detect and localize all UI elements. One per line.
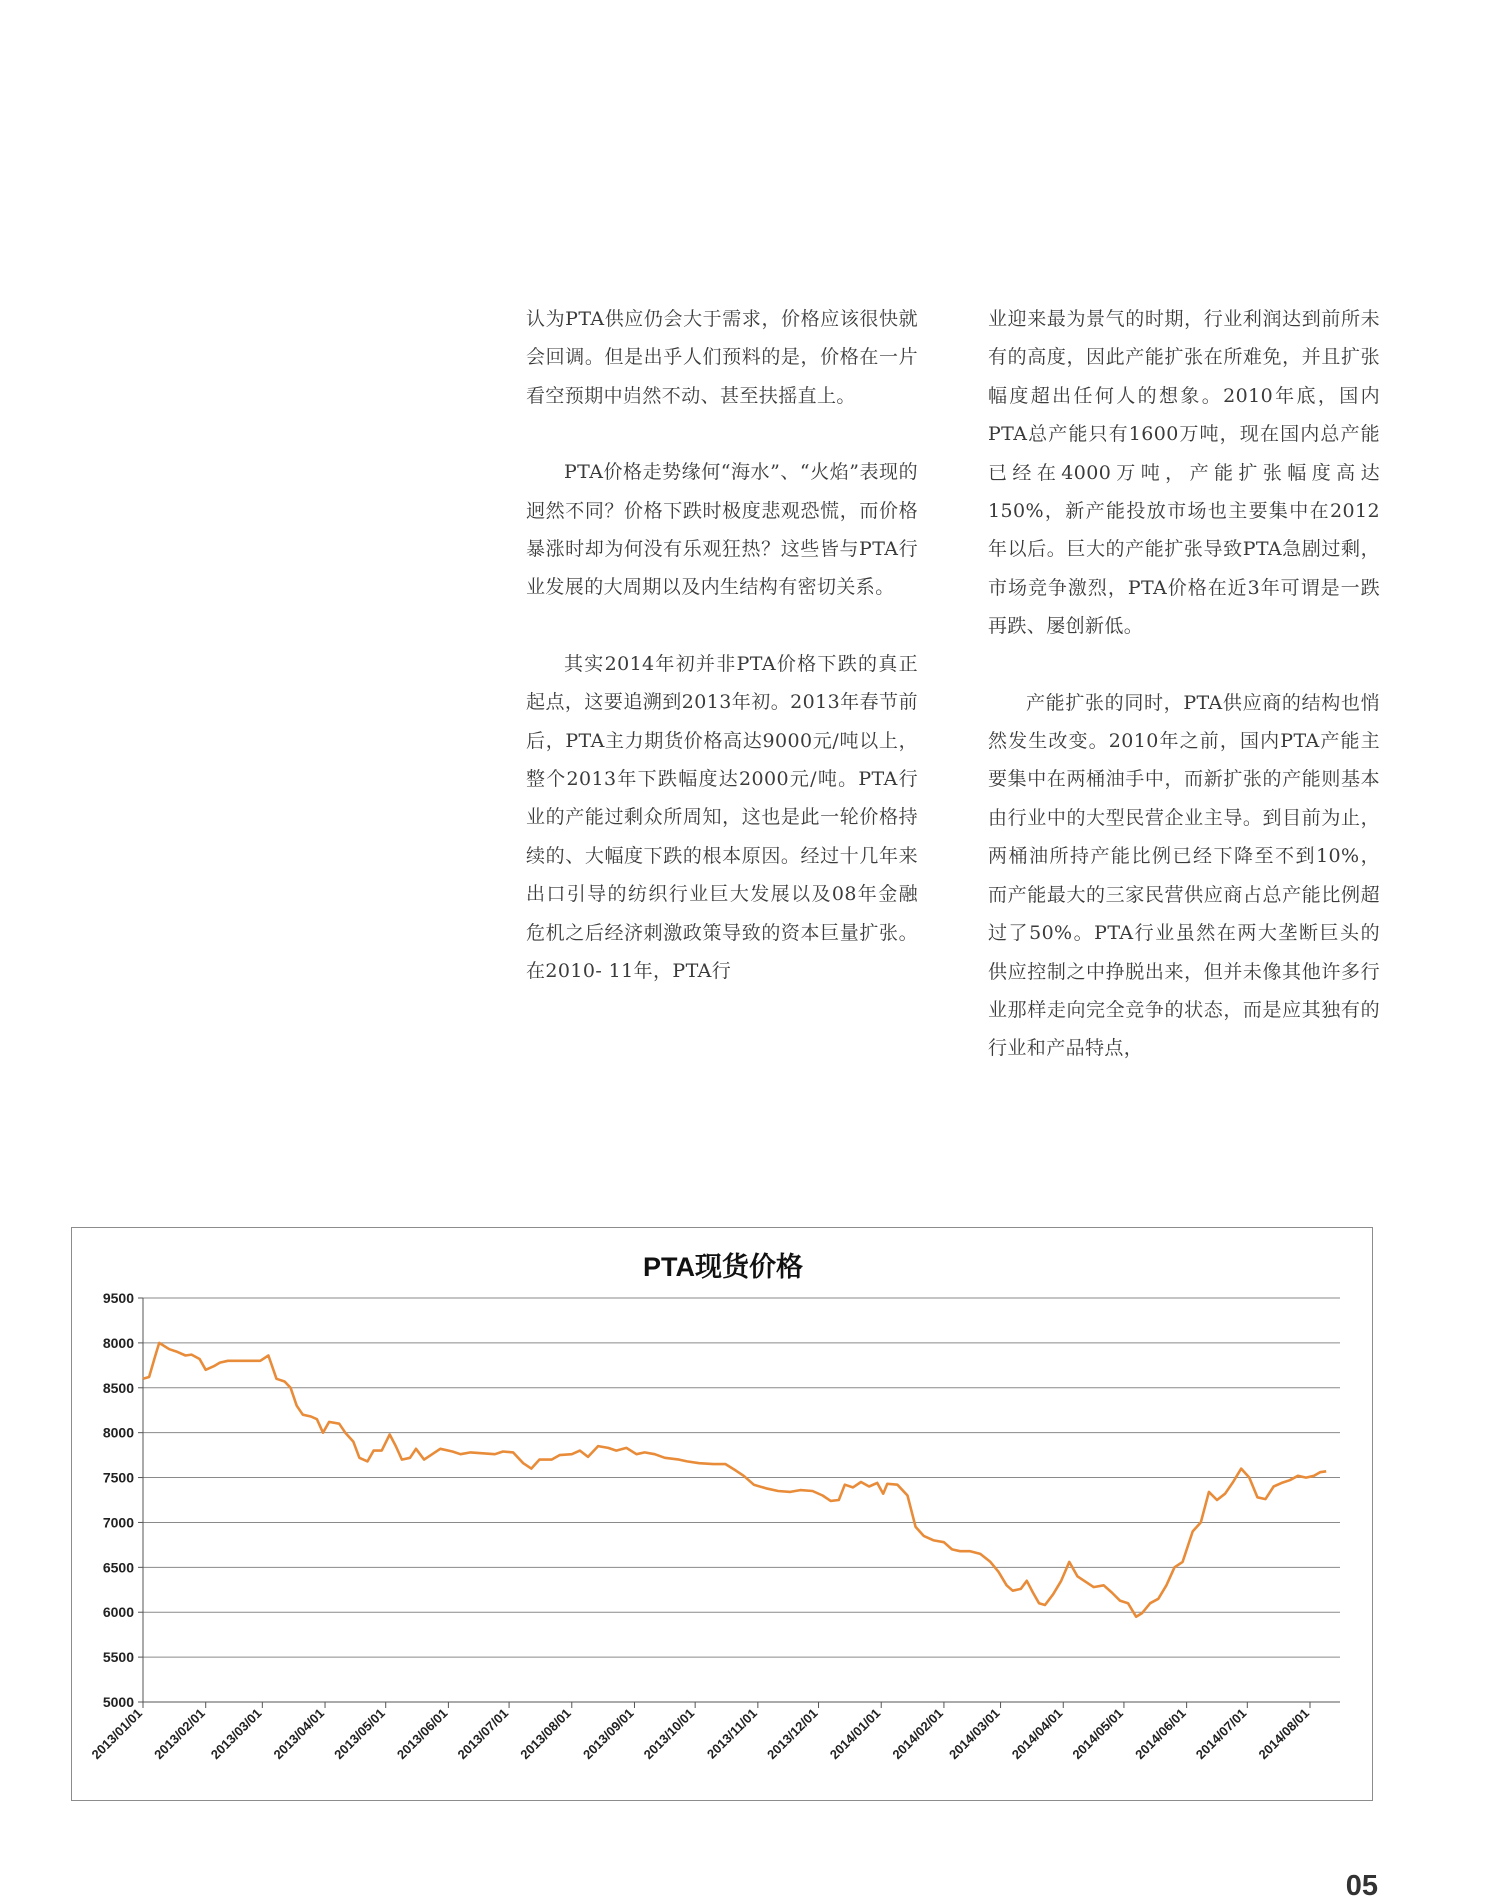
x-tick-label: 2013/12/01 [764,1705,821,1763]
x-tick-label: 2014/02/01 [889,1705,947,1763]
y-tick-label: 7000 [102,1514,134,1531]
x-tick-label: 2014/06/01 [1132,1705,1189,1763]
x-tick-label: 2014/04/01 [1008,1705,1066,1763]
chart-title: PTA现货价格 [643,1252,803,1282]
article-right-column [988,300,1380,1106]
x-tick-label: 2013/09/01 [579,1705,637,1763]
chart-gridlines [143,1298,1340,1702]
paragraph-1: 认为PTA供应仍会大于需求，价格应该很快就会回调。但是出乎人们预料的是，价格在一片看空预期中岿然不动、甚至扶摇直上。 [526,308,918,407]
y-tick-label: 5000 [102,1694,134,1710]
x-tick-label: 2013/06/01 [393,1705,451,1763]
y-tick-label: 8500 [102,1379,134,1396]
x-tick-label: 2014/05/01 [1069,1705,1127,1763]
x-tick-label: 2013/02/01 [151,1705,208,1763]
x-tick-label: 2013/10/01 [640,1705,698,1763]
x-tick-label: 2013/03/01 [207,1705,265,1763]
chart-series-lines [143,1343,1326,1617]
chart-canvas [72,1228,1374,1802]
article-left-column [526,300,918,1029]
pta-price-series-line [143,1343,1326,1617]
paragraph-3: 其实2014年初并非PTA价格下跌的真正起点，这要追溯到2013年初。2013年春节前后，PTA主力期货价格高达9000元/吨以上，整个2013年下跌幅度达2000元/吨。PTA行业的产能过剩众所周知，这也是此一轮价格持续的、大幅度下跌的根本原因。经过十几年来出口引导的纺织行业巨大发展以及08年金融危机之后经济刺激政策导致的资本巨量扩张。在2010- 11年，PTA行 [526,652,918,983]
x-axis-ticks [88,1702,1312,1762]
y-tick-label: 6500 [102,1559,134,1576]
y-tick-label: 8000 [102,1334,134,1351]
pta-price-chart [71,1227,1373,1801]
x-tick-label: 2014/01/01 [826,1705,884,1763]
x-tick-label: 2013/04/01 [270,1705,328,1763]
y-tick-label: 5500 [102,1649,134,1666]
y-tick-label: 6000 [102,1604,134,1621]
x-tick-label: 2014/08/01 [1255,1705,1313,1763]
y-tick-label: 9500 [102,1290,134,1306]
x-tick-label: 2014/03/01 [946,1705,1003,1763]
paragraph-2: PTA价格走势缘何“海水”、“火焰”表现的迥然不同？价格下跌时极度悲观恐慌，而价格暴涨时却为何没有乐观狂热？这些皆与PTA行业发展的大周期以及内生结构有密切关系。 [526,461,918,599]
y-tick-label: 8000 [102,1424,134,1441]
x-tick-label: 2013/11/01 [703,1705,760,1762]
x-tick-label: 2013/07/01 [454,1705,512,1763]
paragraph-4: 业迎来最为景气的时期，行业利润达到前所未有的高度，因此产能扩张在所难免，并且扩张幅度超出任何人的想象。2010年底，国内PTA总产能只有1600万吨，现在国内总产能已经在4000万吨，产能扩张幅度高达150%，新产能投放市场也主要集中在2012年以后。巨大的产能扩张导致PTA急剧过剩，市场竞争激烈，PTA价格在近3年可谓是一跌再跌、屡创新低。 [988,308,1380,638]
y-axis-ticks [103,1290,143,1710]
y-tick-label: 7500 [102,1469,134,1486]
x-tick-label: 2013/08/01 [517,1705,574,1763]
x-tick-label: 2013/01/01 [88,1705,146,1763]
x-tick-label: 2014/07/01 [1192,1705,1250,1763]
paragraph-5: 产能扩张的同时，PTA供应商的结构也悄然发生改变。2010年之前，国内PTA产能主要集中在两桶油手中，而新扩张的产能则基本由行业中的大型民营企业主导。到目前为止，两桶油所持产能比例已经下降至不到10%，而产能最大的三家民营供应商占总产能比例超过了50%。PTA行业虽然在两大垄断巨头的供应控制之中挣脱出来，但并未像其他许多行业那样走向完全竞争的状态，而是应其独有的行业和产品特点， [988,691,1380,1060]
page-number: 05 [1345,1870,1378,1902]
x-tick-label: 2013/05/01 [331,1705,388,1763]
